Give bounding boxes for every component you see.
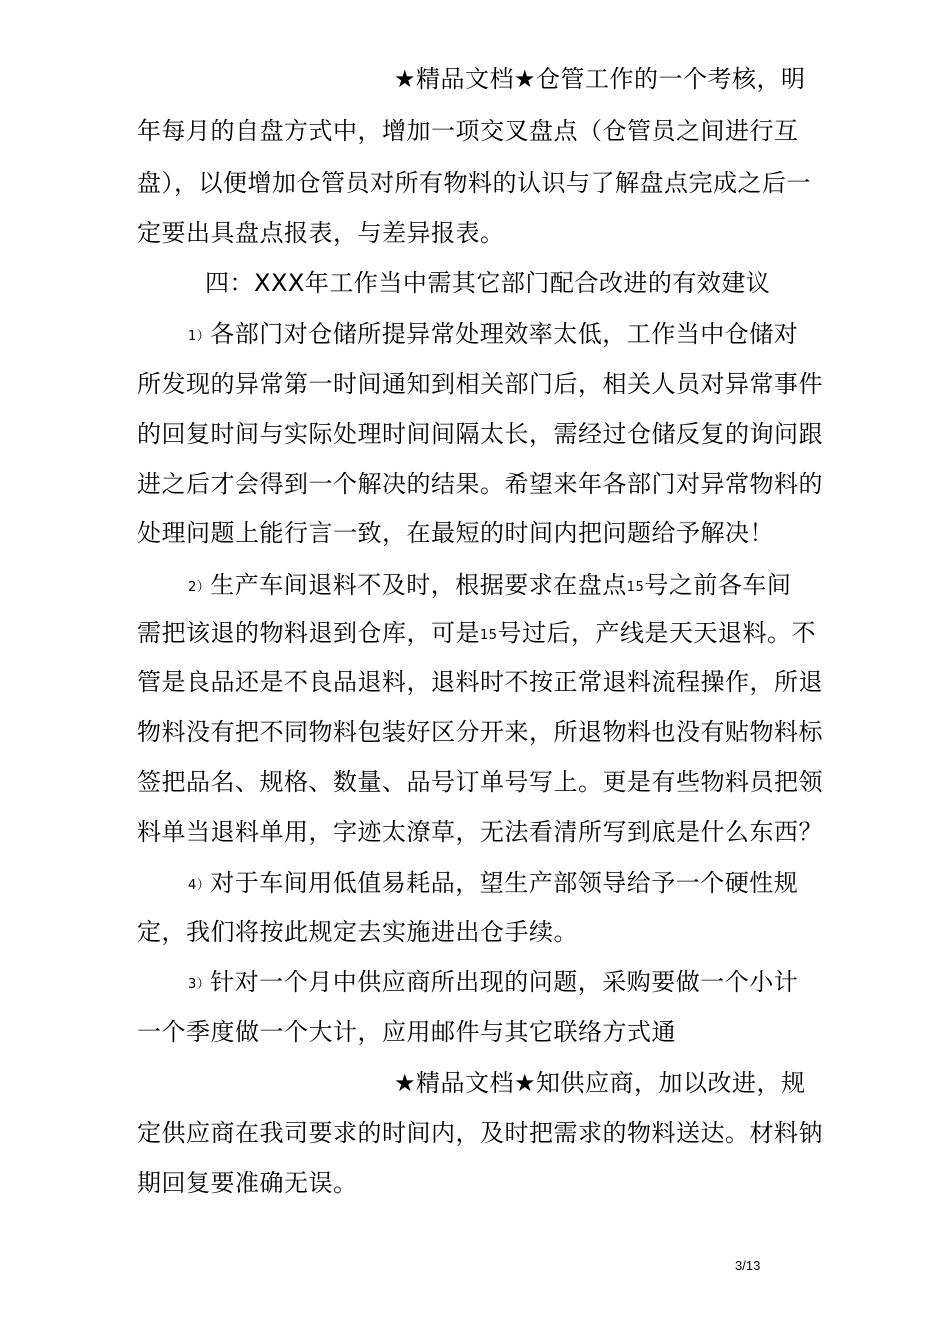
text-line: 所发现的异常第一时间通知到相关部门后，相关人员对异常事件 xyxy=(137,370,823,398)
text-line: 定要出具盘点报表，与差异报表。 xyxy=(137,219,505,247)
section-heading: 四：XXX年工作当中需其它部门配合改进的有效建议 xyxy=(205,269,771,297)
text-span: 需把该退的物料退到仓库，可是 xyxy=(137,619,480,647)
list-item-3-line xyxy=(188,967,888,1000)
inline-number: 15 xyxy=(480,628,498,643)
text-line: ★精品文档★知供应商，加以改进，规 xyxy=(394,1069,806,1097)
text-span: 对于车间用低值易耗品，望生产部领导给予一个硬性规 xyxy=(210,869,799,897)
text-line: 物料没有把不同物料包装好区分开来，所退物料也没有贴物料标 xyxy=(137,718,823,746)
text-line: ★精品文档★仓管工作的一个考核，明 xyxy=(394,65,806,93)
text-line: 的回复时间与实际处理时间间隔太长，需经过仓储反复的询问跟 xyxy=(137,420,823,448)
text-line: 处理问题上能行言一致，在最短的时间内把问题给予解决！ xyxy=(137,519,774,547)
list-item-1-line xyxy=(188,319,888,352)
text-span: 号过后，产线是天天退料。不 xyxy=(497,619,817,647)
item-marker: 2） xyxy=(188,580,211,595)
item-marker: 3） xyxy=(188,977,211,992)
text-span: 各部门对仓储所提异常处理效率太低，工作当中仓储对 xyxy=(210,320,799,348)
text-span: 针对一个月中供应商所出现的问题，采购要做一个小计 xyxy=(210,968,799,996)
text-line: 进之后才会得到一个解决的结果。希望来年各部门对异常物料的 xyxy=(137,470,823,498)
text-line: 定，我们将按此规定去实施进出仓手续。 xyxy=(137,918,578,946)
item-marker: 1） xyxy=(188,329,211,344)
list-item-4-line xyxy=(188,868,888,901)
text-span: 号之前各车间 xyxy=(644,571,792,599)
text-line: 期回复要准确无误。 xyxy=(137,1169,358,1197)
text-line: 签把品名、规格、数量、品号订单号写上。更是有些物料员把领 xyxy=(137,768,823,796)
inline-number: 15 xyxy=(626,580,645,595)
text-line: 一个季度做一个大计，应用邮件与其它联络方式通 xyxy=(137,1018,676,1046)
text-line: 料单当退料单用，字迹太潦草，无法看清所写到底是什么东西？ xyxy=(137,818,823,846)
item-marker: 4） xyxy=(188,878,211,893)
page-number: 3/13 xyxy=(735,1258,761,1273)
list-item-2-line xyxy=(188,570,888,603)
text-span: 生产车间退料不及时，根据要求在盘点 xyxy=(210,571,627,599)
text-line: 管是良品还是不良品退料，退料时不按正常退料流程操作，所退 xyxy=(137,668,823,696)
text-line: 定供应商在我司要求的时间内，及时把需求的物料送达。材料钠 xyxy=(137,1119,823,1147)
text-line: 年每月的自盘方式中，增加一项交叉盘点（仓管员之间进行互 xyxy=(137,117,799,145)
text-line xyxy=(137,618,837,651)
text-line: 盘），以便增加仓管员对所有物料的认识与了解盘点完成之后一 xyxy=(137,169,811,197)
